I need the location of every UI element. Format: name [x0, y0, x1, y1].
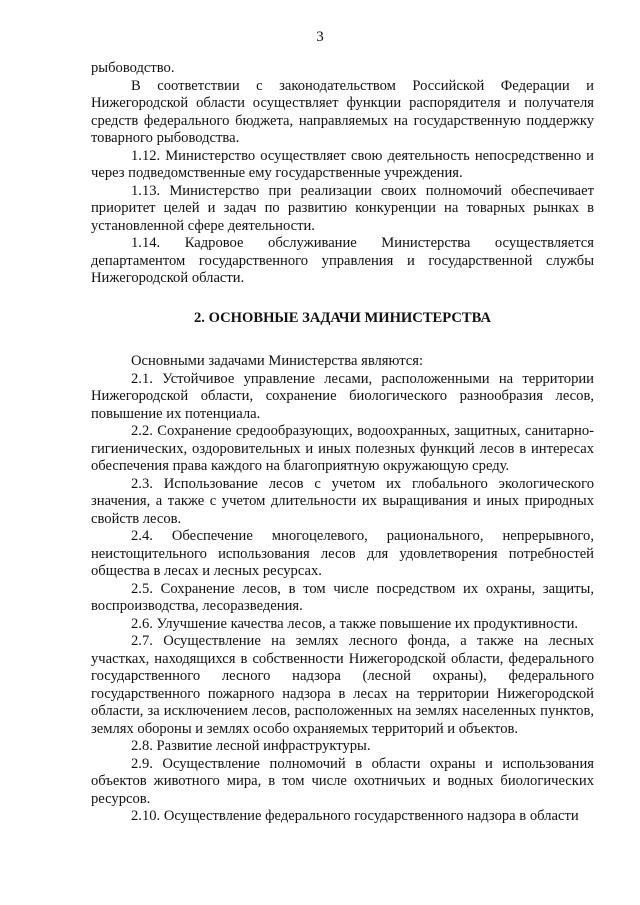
paragraph: 2.5. Сохранение лесов, в том числе посредством их охраны, защиты, воспроизводства, лесоразведения.	[91, 580, 594, 614]
paragraph: 1.13. Министерство при реализации своих полномочий обеспечивает приоритет целей и задач по развитию конкуренции на товарных рынках в установленной сфере деятельности.	[91, 182, 594, 234]
paragraph: В соответствии с законодательством Российской Федерации и Нижегородской области осуществляет функции распорядителя и получателя средств федерального бюджета, направляемых на государственную поддержку товарного рыбоводства.	[91, 77, 594, 146]
document-body	[91, 60, 594, 826]
section-heading: 2. ОСНОВНЫЕ ЗАДАЧИ МИНИСТЕРСТВА	[193, 309, 492, 326]
paragraph: 1.12. Министерство осуществляет свою деятельность непосредственно и через подведомственные ему государственные учреждения.	[91, 147, 594, 181]
page-number: 3	[316, 29, 324, 45]
paragraph: 2.1. Устойчивое управление лесами, расположенными на территории Нижегородской области, сохранение биологического разнообразия лесов, повышение их потенциала.	[91, 370, 594, 422]
paragraph: 2.7. Осуществление на землях лесного фонда, а также на лесных участках, находящихся в собственности Нижегородской области, федерального государственного лесного надзора (лесной охраны), федерального государственного пожарного надзора в лесах на территории Нижегородской области, за исключением лесов, расположенных на землях населенных пунктов, землях обороны и землях особо охраняемых территорий и объектов.	[91, 633, 594, 737]
paragraph: 2.8. Развитие лесной инфраструктуры.	[131, 738, 371, 754]
paragraph: 2.10. Осуществление федерального государственного надзора в области	[131, 808, 579, 824]
paragraph: 2.4. Обеспечение многоцелевого, рационального, непрерывного, неистощительного использования лесов для удовлетворения потребностей общества в лесах и лесных ресурсах.	[91, 528, 594, 579]
paragraph: рыбоводство.	[91, 60, 175, 76]
paragraph: 2.2. Сохранение средообразующих, водоохранных, защитных, санитарно-гигиенических, оздоровительных и иных полезных функций лесов в интересах обеспечения права каждого на благоприятную окружающую среду.	[91, 423, 594, 474]
paragraph: Основными задачами Министерства являются:	[131, 353, 424, 369]
paragraph: 2.9. Осуществление полномочий в области охраны и использования объектов животного мира, в том числе охотничьих и водных биологических ресурсов.	[91, 755, 594, 807]
paragraph: 2.3. Использование лесов с учетом их глобального экологического значения, а также с учетом длительности их выращивания и иных природных свойств лесов.	[91, 475, 594, 527]
paragraph: 1.14. Кадровое обслуживание Министерства осуществляется департаментом государственного управления и государственной службы Нижегородской области.	[91, 235, 594, 286]
paragraph: 2.6. Улучшение качества лесов, а также повышение их продуктивности.	[131, 615, 579, 632]
